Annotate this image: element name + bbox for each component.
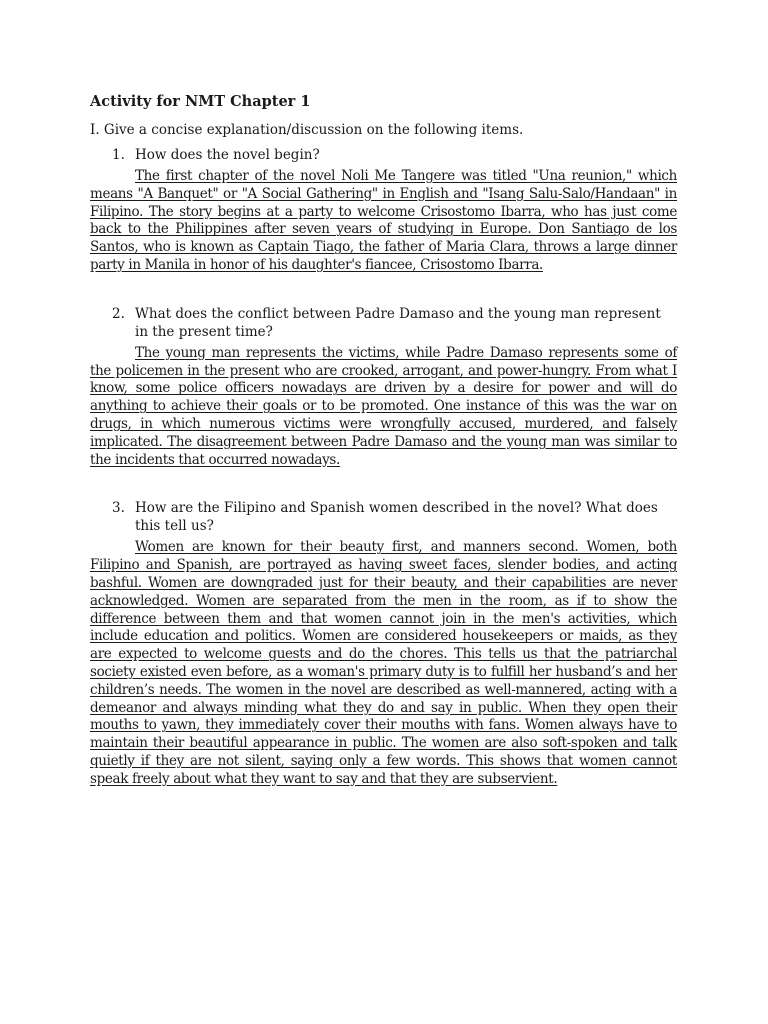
question-item-2: [90, 305, 677, 470]
document-page: [90, 92, 677, 789]
answer-text-1: The first chapter of the novel Noli Me Tangere was titled "Una reunion," which means "A Banquet" or "A Social Gathering" in English and "Isang Salu-Salo/Handaan" in Filipino. The story begins at a party to welcome Crisostomo Ibarra, who has just come back to the Philippines after seven years of studying in Europe. Don Santiago de los Santos, who is known as Captain Tiago, the father of Maria Clara, throws a large dinner party in Manila in honor of his daughter's fiancee, Crisostomo Ibarra.: [90, 168, 677, 273]
item-number-2: 2.: [112, 305, 125, 322]
answer-text-2: The young man represents the victims, while Padre Damaso represents some of the policemen in the present who are crooked, arrogant, and power-hungry. From what I know, some police officers nowadays are driven by a desire for power and will do anything to achieve their goals or to be promoted. One instance of this was the war on drugs, in which numerous victims were wrongfully accused, murdered, and falsely implicated. The disagreement between Padre Damaso and the young man was similar to the incidents that occurred nowadays.: [90, 344, 677, 468]
item-number-3: 3.: [112, 500, 125, 517]
question-item-1: [90, 146, 677, 275]
answer-text-3: Women are known for their beauty first, and manners second. Women, both Filipino and Spanish, are portrayed as having sweet faces, slender bodies, and acting bashful. Women are downgraded just for their beauty, and their capabilities are never acknowledged. Women are separated from the men in the room, as if to show the difference between them and that women cannot join in the men's activities, which include education and politics. Women are considered housekeepers or maids, as they are expected to welcome guests and do the chores. This tells us that the patriarchal society existed even before, as a woman's primary duty is to fulfill her husband’s and her children’s needs. The women in the novel are described as well-mannered, acting with a demeanor and always minding what they do and say in public. When they open their mouths to yawn, they immediately cover their mouths with fans. Women always have to maintain their beautiful appearance in public. The women are also soft-spoken and talk quietly if they are not silent, saying only a few words. This shows that women cannot speak freely about what they want to say and that they are subservient.: [90, 539, 677, 787]
question-text-3: How are the Filipino and Spanish women described in the novel? What does this tell us?: [135, 500, 658, 535]
instruction-text: I. Give a concise explanation/discussion on the following items.: [90, 122, 524, 138]
question-text-1: How does the novel begin?: [135, 147, 320, 163]
question-text-2: What does the conflict between Padre Damaso and the young man represent in the present time?: [135, 305, 661, 340]
question-item-3: [90, 499, 677, 788]
document-title: Activity for NMT Chapter 1: [90, 93, 311, 110]
item-number-1: 1.: [112, 147, 125, 163]
